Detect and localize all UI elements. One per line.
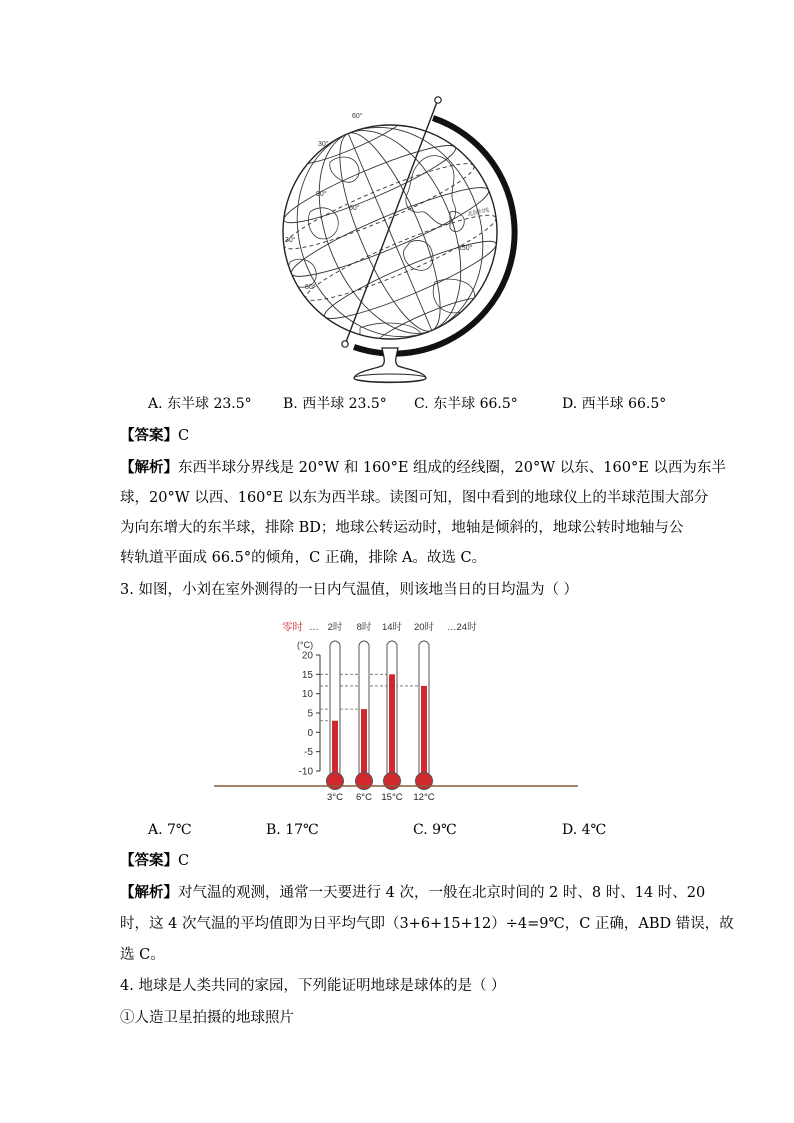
y-tick-label: 0 [307,727,313,739]
globe-label-lon60: 60° [349,205,360,212]
category-label: 20时 [413,622,435,633]
y-tick-label: -5 [304,747,313,759]
thermometer-bulb [356,773,373,790]
thermometers [327,621,435,803]
q3-analysis-line-3: 选 C。 [120,947,165,963]
mercury-bar [421,686,427,779]
globe-label-lon90: 90° [316,191,327,198]
category-label: 2时 [327,622,343,633]
q4-question: 4. 地球是人类共同的家园，下列能证明地球是球体的是（ ） [120,978,506,994]
globe-label-lat30n: 30° [318,141,329,148]
q3-question: 3. 如图，小刘在室外测得的一日内气温值，则该地当日的日均温为（ ） [120,582,579,598]
q2-choice-c[interactable]: C. 东半球 66.5° [414,396,518,412]
y-axis [299,651,320,778]
q2-answer-label: 【答案】 [120,427,178,444]
y-tick-label: -10 [298,766,313,778]
value-label: 6°C [356,792,372,803]
chart-title-zero: 零时 [282,621,303,633]
q2-analysis-line-4: 转轨道平面成 66.5°的倾角，C 正确，排除 A。故选 C。 [120,550,487,566]
q2-analysis-line-2: 球，20°W 以西、160°E 以东为西半球。读图可知，图中看到的地球仪上的半球范围大部分 [120,490,709,506]
q3-analysis-line-2: 时，这 4 次气温的平均值即为日平均气即（3+6+15+12）÷4=9℃，C 正确，ABD 错误，故 [120,916,734,932]
q2-analysis-line-3: 为向东增大的东半球，排除 BD；地球公转运动时，地轴是倾斜的，地球公转时地轴与公 [120,520,684,536]
globe-axis-cap-bottom [342,341,348,347]
q4-option-1: ①人造卫星拍摄的地球照片 [120,1010,294,1026]
value-label: 3°C [327,792,343,803]
chart-extra-category: …24时 [447,622,477,633]
q3-answer-label: 【答案】 [120,852,178,869]
temperature-chart [210,614,582,806]
q3-choice-c[interactable]: C. 9℃ [413,822,457,838]
mercury-bar [389,674,395,779]
q3-analysis-text-1: 对气温的观测，通常一天要进行 4 次，一般在北京时间的 2 时、8 时、14 时、20 [178,885,706,901]
globe-label-tropic: 北回归线 [467,207,490,218]
globe-axis-cap-top [435,97,441,103]
globe-label-lon150: 150° [458,245,473,252]
category-label: 8时 [356,622,372,633]
mercury-bar [332,721,338,779]
q3-choice-b[interactable]: B. 17℃ [266,822,319,838]
q2-analysis-line-1 [120,458,726,478]
q3-choice-d[interactable]: D. 4℃ [562,822,607,838]
globe-label-lat60s: 60° [305,284,316,291]
q3-analysis-line-1 [120,883,705,903]
thermometer-bulb [384,773,401,790]
q2-analysis-label: 【解析】 [120,459,178,476]
thermometer-bulb [327,773,344,790]
globe-label-lat30s: 30° [285,237,296,244]
q3-analysis-label: 【解析】 [120,884,178,901]
mercury-bar [361,709,367,779]
q2-choice-b[interactable]: B. 西半球 23.5° [283,396,387,412]
category-label: 14时 [381,622,403,633]
y-tick-label: 15 [301,669,313,681]
thermometer-bulb [416,773,433,790]
globe-label-lat60n: 60° [352,113,363,120]
chart-title-ellipsis: … [309,622,319,633]
y-tick-label: 20 [301,650,313,662]
q3-answer [120,851,189,871]
value-label: 15°C [381,792,403,803]
q2-analysis-text-1: 东西半球分界线是 20°W 和 160°E 组成的经线圈，20°W 以东、160°E 以西为东半 [178,460,726,476]
q2-answer [120,426,189,446]
q3-choice-a[interactable]: A. 7℃ [148,822,192,838]
q3-answer-value: C [178,853,190,869]
y-tick-label: 5 [307,708,313,720]
chart-unit-label: (°C) [297,640,314,650]
value-label: 12°C [413,792,435,803]
q2-choice-d[interactable]: D. 西半球 66.5° [562,396,667,412]
globe-figure [270,92,520,387]
y-tick-label: 10 [301,689,313,701]
q2-answer-value: C [178,428,190,444]
q2-choice-a[interactable]: A. 东半球 23.5° [148,396,252,412]
